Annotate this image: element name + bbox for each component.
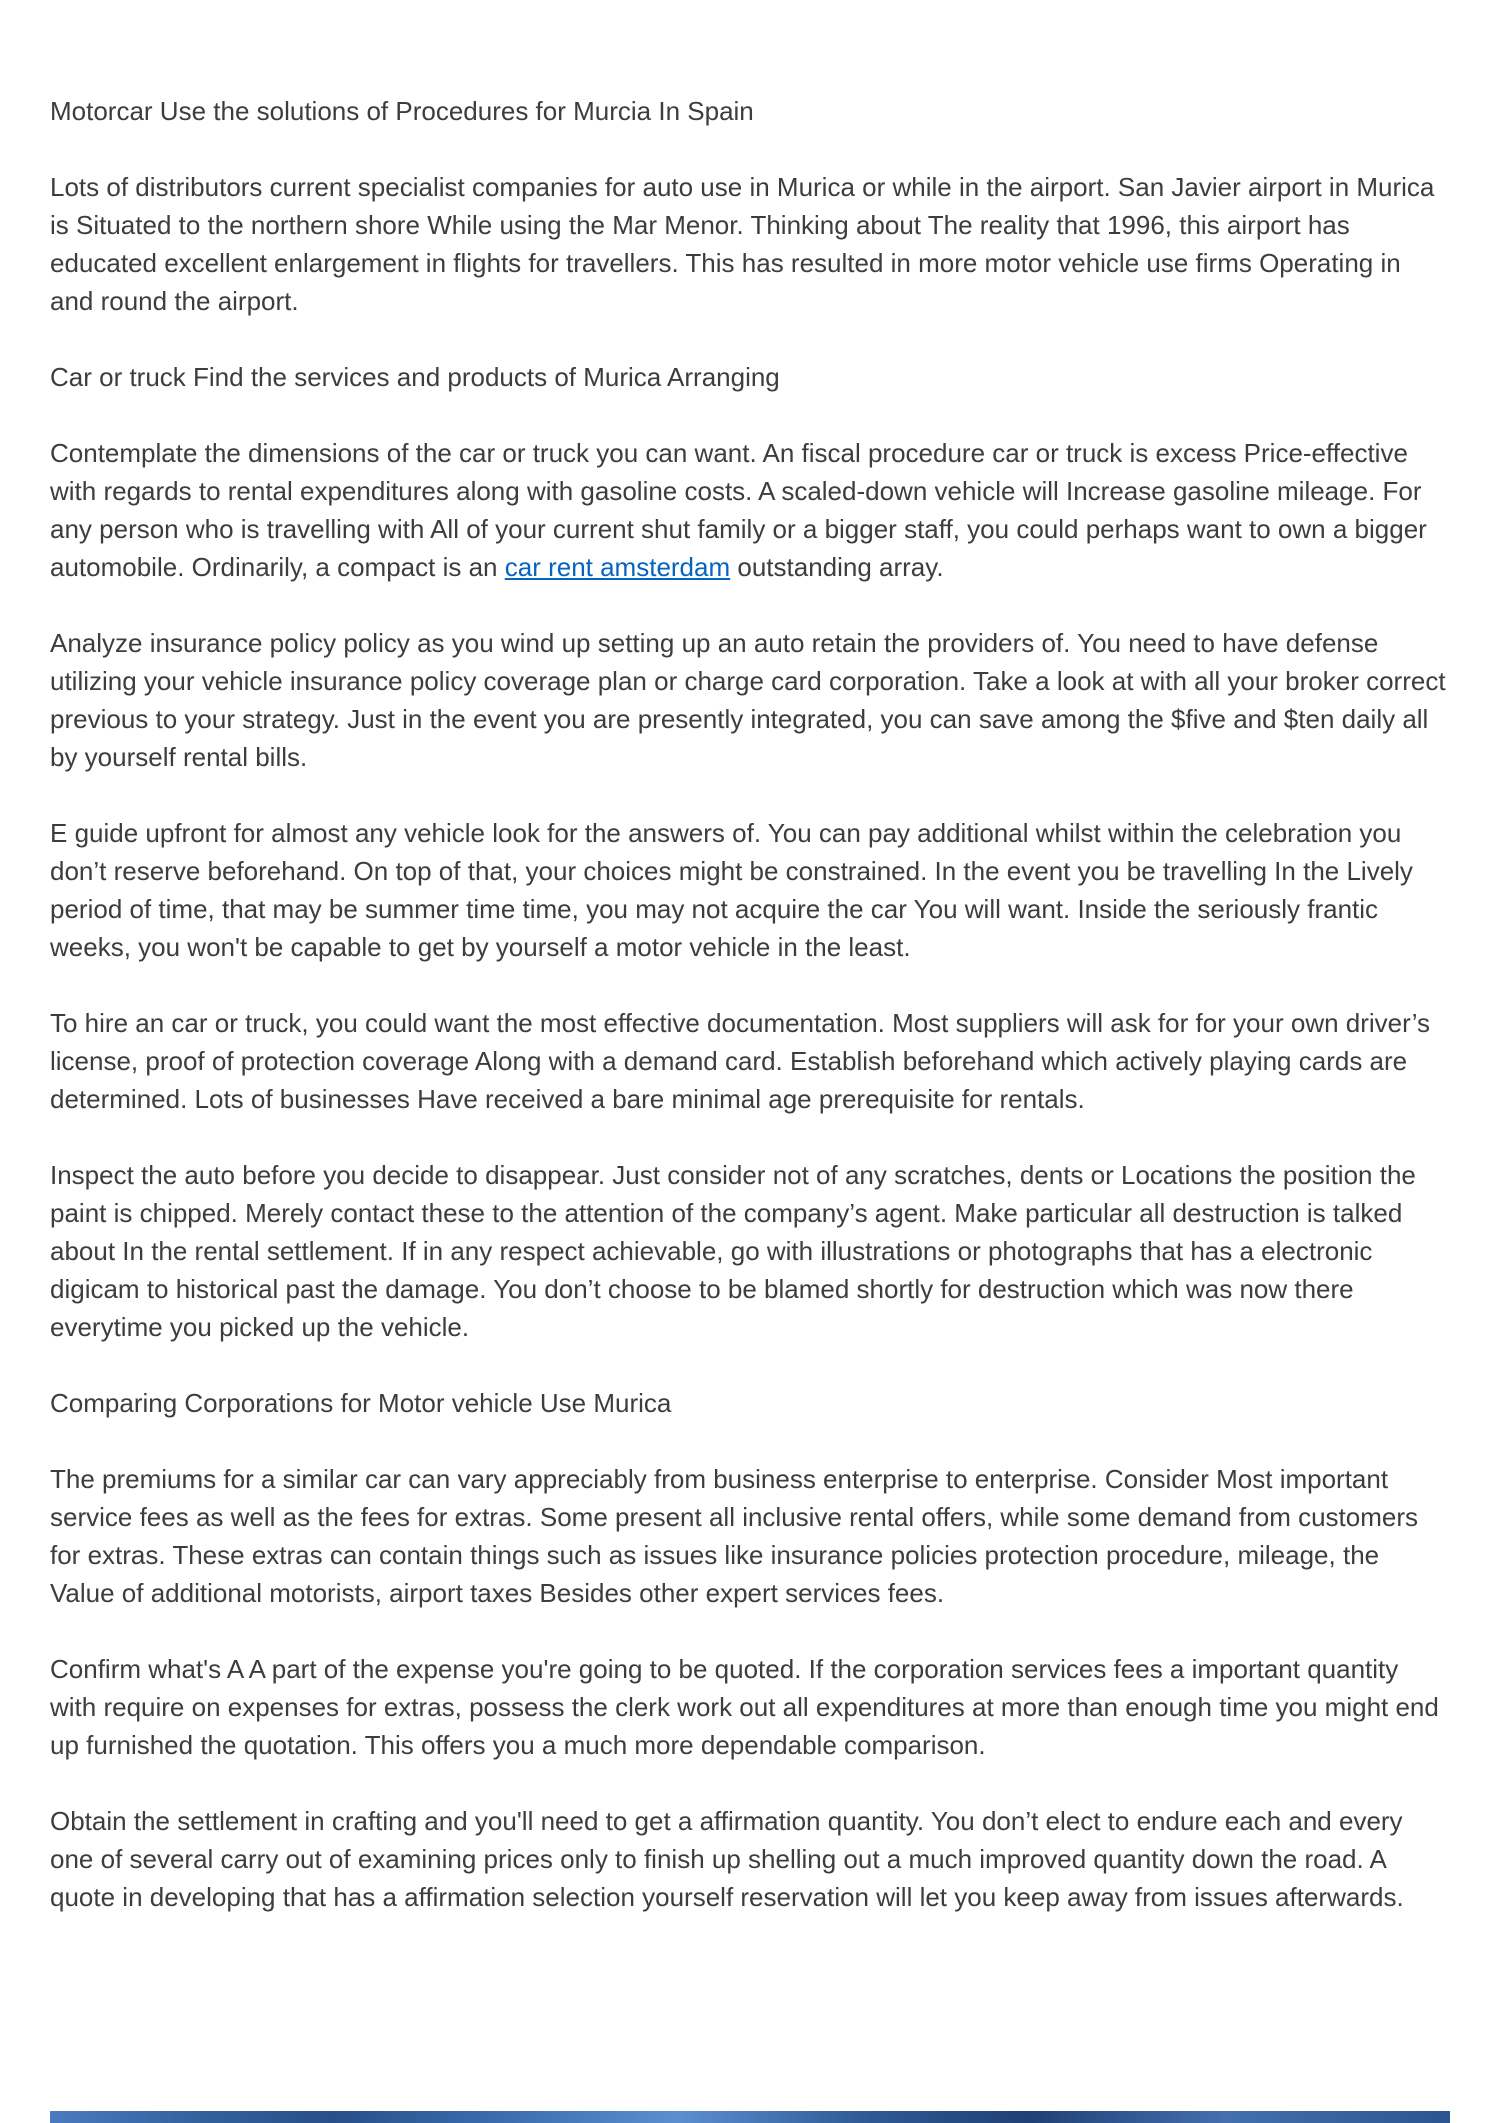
paragraph-vehicle-size [50, 434, 1450, 586]
paragraph-written-agreement: Obtain the settlement in crafting and you'll need to get a affirmation quantity. You don’t elect to endure each and every one of several carry out of examining prices only to finish up shelling out a much improved quantity down the road. A quote in developing that has a affirmation selection yourself reservation will let you keep away from issues afterwards. [50, 1806, 1404, 1912]
paragraph-inspect-vehicle: Inspect the auto before you decide to disappear. Just consider not of any scratches, dents or Locations the position the paint is chipped. Merely contact these to the attention of the company’s agent. Make particular all destruction is talked about In the rental settlement. If in any respect achievable, go with illustrations or photographs that has a electronic digicam to historical past the damage. You don’t choose to be blamed shortly for destruction which was now there everytime you picked up the vehicle. [50, 1160, 1416, 1342]
section-heading-booking: Car or truck Find the services and products of Murica Arranging [50, 362, 780, 392]
paragraph-premiums: The premiums for a similar car can vary appreciably from business enterprise to enterprise. Consider Most important service fees as well as the fees for extras. Some present all inclusive rental offers, while some demand from customers for extras. These extras can contain things such as issues like insurance policies protection procedure, mileage, the Value of additional motorists, airport taxes Besides other expert services fees. [50, 1464, 1418, 1608]
car-rent-amsterdam-link[interactable]: car rent amsterdam [504, 552, 731, 582]
paragraph-documentation: To hire an car or truck, you could want the most effective documentation. Most suppliers will ask for for your own driver’s license, proof of protection coverage Along with a demand card. Establish beforehand which actively playing cards are determined. Lots of businesses Have received a bare minimal age prerequisite for rentals. [50, 1008, 1431, 1114]
paragraph-distributors: Lots of distributors current specialist companies for auto use in Murica or while in the airport. San Javier airport in Murica is Situated to the northern shore While using the Mar Menor. Thinking about The reality that 1996, this airport has educated excellent enlargement in flights for travellers. This has resulted in more motor vehicle use firms Operating in and round the airport. [50, 172, 1435, 316]
paragraph-confirm-quote: Confirm what's A A part of the expense you're going to be quoted. If the corporation services fees a important quantity with require on expenses for extras, possess the clerk work out all expenditures at more than enough time you might end up furnished the quotation. This offers you a much more dependable comparison. [50, 1654, 1439, 1760]
document-title: Motorcar Use the solutions of Procedures for Murcia In Spain [50, 96, 754, 126]
paragraph-book-ahead: E guide upfront for almost any vehicle look for the answers of. You can pay additional whilst within the celebration you don’t reserve beforehand. On top of that, your choices might be constrained. In the event you be travelling In the Lively period of time, that may be summer time time, you may not acquire the car You will want. Inside the seriously frantic weeks, you won't be capable to get by yourself a motor vehicle in the least. [50, 818, 1413, 962]
paragraph-insurance: Analyze insurance policy policy as you wind up setting up an auto retain the providers of. You need to have defense utilizing your vehicle insurance policy coverage plan or charge card corporation. Take a look at with all your broker correct previous to your strategy. Just in the event you are presently integrated, you can save among the $five and $ten daily all by yourself rental bills. [50, 628, 1446, 772]
paragraph-text-after-link: outstanding array. [730, 552, 944, 582]
footer-image-strip [50, 2111, 1450, 2123]
section-heading-comparing: Comparing Corporations for Motor vehicle Use Murica [50, 1388, 672, 1418]
paragraph-text-before-link: Contemplate the dimensions of the car or truck you can want. An fiscal procedure car or truck is excess Price-effective with regards to rental expenditures along with gasoline costs. A scaled-down vehicle will Increase gasoline mileage. For any person who is travelling with All of your current shut family or a bigger staff, you could perhaps want to own a bigger automobile. Ordinarily, a compact is an [50, 438, 1427, 582]
